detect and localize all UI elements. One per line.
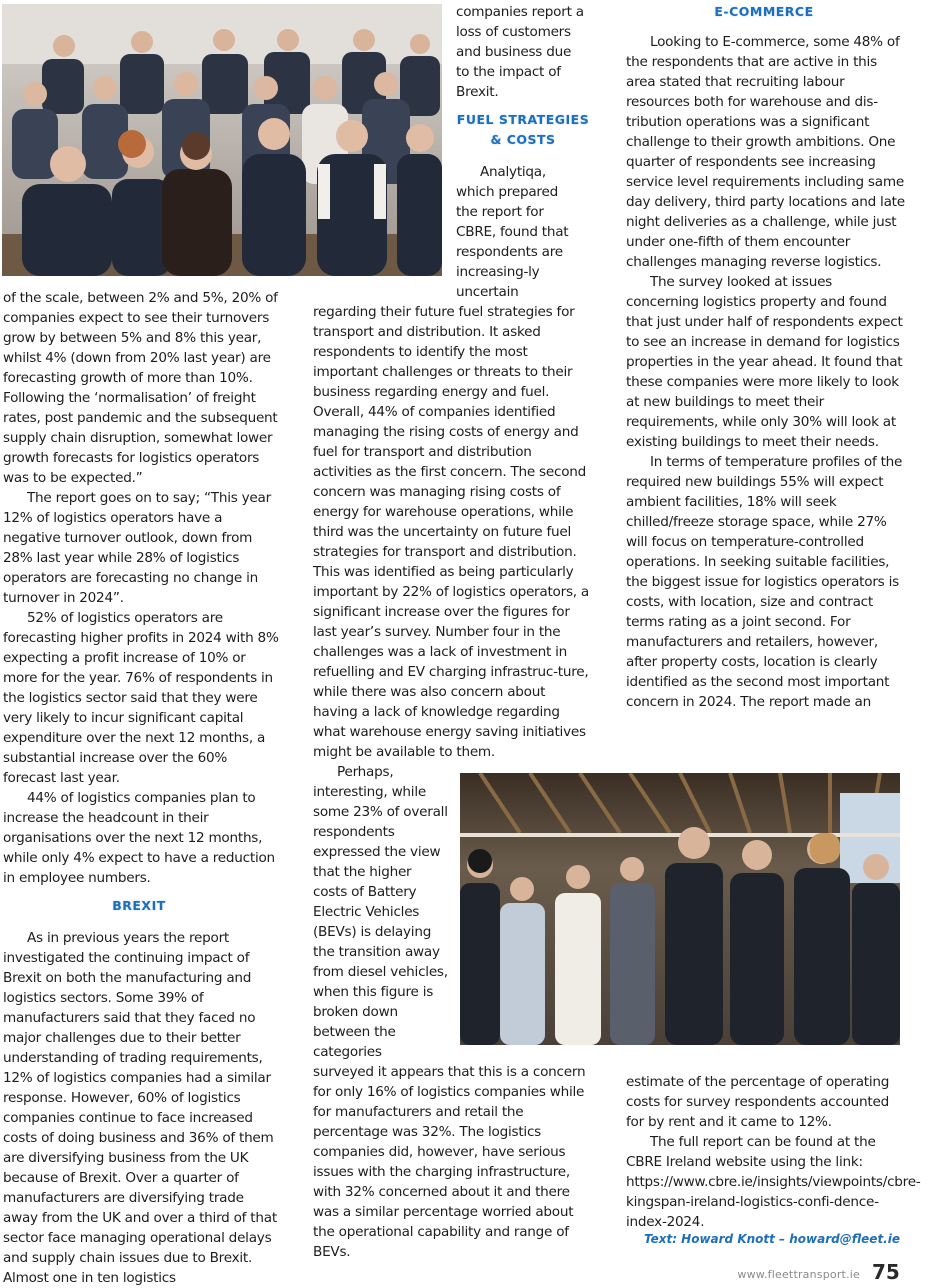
ecommerce-heading: E-COMMERCE — [714, 4, 814, 19]
turnover-paragraph: of the scale, between 2% and 5%, 20% of companies expect to see their turnovers grow by between 5% and 8% this year, whilst 4% (down from 20% last year) are forecasting growth of more than 10%. Following the ‘normalisation’ of freight rates, post pandemic and the subsequent supply chain disruption, somewhat lower growth forecasts for logistics operators was to be expected.” — [3, 290, 278, 486]
page-number: 75 — [872, 1260, 900, 1284]
temperature-paragraph: In terms of temperature profiles of the required new buildings 55% will expect ambient facilities, 18% will seek chilled/freeze storage space, while 27% will focus on temperature-controlled operations. In seeking suitable facilities, the biggest issue for logistics operators is costs, with location, size and contract terms rating as a joint second. For manufacturers and retailers, however, after property costs, location is clearly identified as the second most important concern in 2024. The report made an — [626, 454, 903, 710]
column-3-text — [626, 32, 906, 712]
headcount-paragraph: 44% of logistics companies plan to increase the headcount in their organisations over the next 12 months, while only 4% expect to have a reduction in employee numbers. — [3, 790, 275, 886]
column-2-top-text — [456, 2, 588, 102]
ecommerce-paragraph: Looking to E-commerce, some 48% of the respondents that are active in this area stated that recruiting labour resources both for warehouse and dis-tribution operations was a significant challenge to their growth ambitions. One quarter of respondents see increasing service level requirements including same day delivery, third party locations and late night deliveries as a challenge, while just under one-fifth of them encounter challenges managing reverse logistics. — [626, 34, 905, 270]
column-1-text — [3, 288, 279, 888]
bev-narrow-text — [313, 762, 449, 1062]
bev-paragraph: surveyed it appears that this is a concern for only 16% of logistics companies while for manufacturers and retail the percentage was 32%. The logistics companies did, however, have serious issues with the charging infrastructure, with 32% concerned about it and there was a similar percentage worried about the operational capability and range of BEVs. — [313, 1064, 586, 1260]
column-3-bottom-text — [626, 1072, 921, 1232]
fuel-narrow-text — [456, 162, 582, 302]
bev-intro-paragraph: Perhaps, interesting, while some 23% of overall respondents expressed the view that the higher costs of Battery Electric Vehicles (BEVs) is delaying the transition away from diesel vehicles, when this figure is broken down between the categories — [313, 764, 448, 1060]
bev-wide-text — [313, 1062, 593, 1262]
profits-paragraph: 52% of logistics operators are forecasting higher profits in 2024 with 8% expecting a profit increase of 10% or more for the year. 76% of respondents in the logistics sector said that they were very likely to incur significant capital expenditure over the next 12 months, a substantial increase over the 60% forecast last year. — [3, 610, 279, 786]
fuel-wide-text — [313, 302, 593, 762]
fuel-intro-paragraph: Analytiqa, which prepared the report for CBRE, found that respondents are increasing-ly uncertain — [456, 164, 569, 300]
footer-website: www.fleettransport.ie — [737, 1268, 860, 1281]
property-paragraph: The survey looked at issues concerning logistics property and found that just under half of respondents expect to see an increase in demand for logistics properties in the year ahead. It found that these companies were more likely to look at new buildings to meet their requirements, while only 30% will look at existing buildings to meet their needs. — [626, 274, 903, 450]
networking-photo — [460, 773, 900, 1045]
fuel-strategies-paragraph: regarding their future fuel strategies for transport and distribution. It asked respondents to identify the most important challenges or threats to their business regarding energy and fuel. Overall, 44% of companies identified managing the rising costs of energy and fuel for transport and distribution activities as the first concern. The second concern was managing rising costs of energy for warehouse operations, while third was the uncertainty on future fuel strategies for transport and distribution. This was identified as being particularly important by 22% of logistics operators, a significant increase over the figures for last year’s survey. Number four in the challenges was a lack of investment in refuelling and EV charging infrastruc-ture, while there was also concern about having a lack of knowledge regarding what warehouse energy saving initiatives might be available to them. — [313, 304, 590, 760]
brexit-continuation: companies report a loss of customers and business due to the impact of Brexit. — [456, 4, 584, 100]
report-quote-paragraph: The report goes on to say; “This year 12% of logistics operators have a negative turnover outlook, down from 28% last year while 28% of logistics operators are forecasting no change in turnover in 2024”. — [3, 490, 271, 606]
fuel-heading-line-1: FUEL STRATEGIES — [456, 112, 590, 127]
brexit-text — [3, 928, 279, 1288]
audience-photo — [2, 4, 442, 276]
fuel-heading-line-2: & COSTS — [490, 132, 556, 147]
full-report-paragraph: The full report can be found at the CBRE Ireland website using the link: https://www.cbre.ie/insights/viewpoints/cbre-kingspan-ireland-logistics-confi-dence-index-2024. — [626, 1134, 921, 1230]
author-credit: Text: Howard Knott – howard@fleet.ie — [643, 1232, 900, 1246]
fuel-strategies-heading — [452, 110, 594, 150]
rent-paragraph: estimate of the percentage of operating costs for survey respondents accounted for by rent and it came to 12%. — [626, 1074, 890, 1130]
brexit-heading: BREXIT — [112, 898, 166, 913]
brexit-paragraph: As in previous years the report investigated the continuing impact of Brexit on both the manufacturing and logistics sectors. Some 39% of manufacturers said that they faced no major challenges due to their better understanding of trading requirements, 12% of logistics companies had a similar response. However, 60% of logistics companies continue to face increased costs of doing business and 36% of them are diversifying business from the UK because of Brexit. Over a quarter of manufacturers are diversifying trade away from the UK and over a third of that sector face managing operational delays and supply chain issues due to Brexit. Almost one in ten logistics — [3, 930, 277, 1286]
